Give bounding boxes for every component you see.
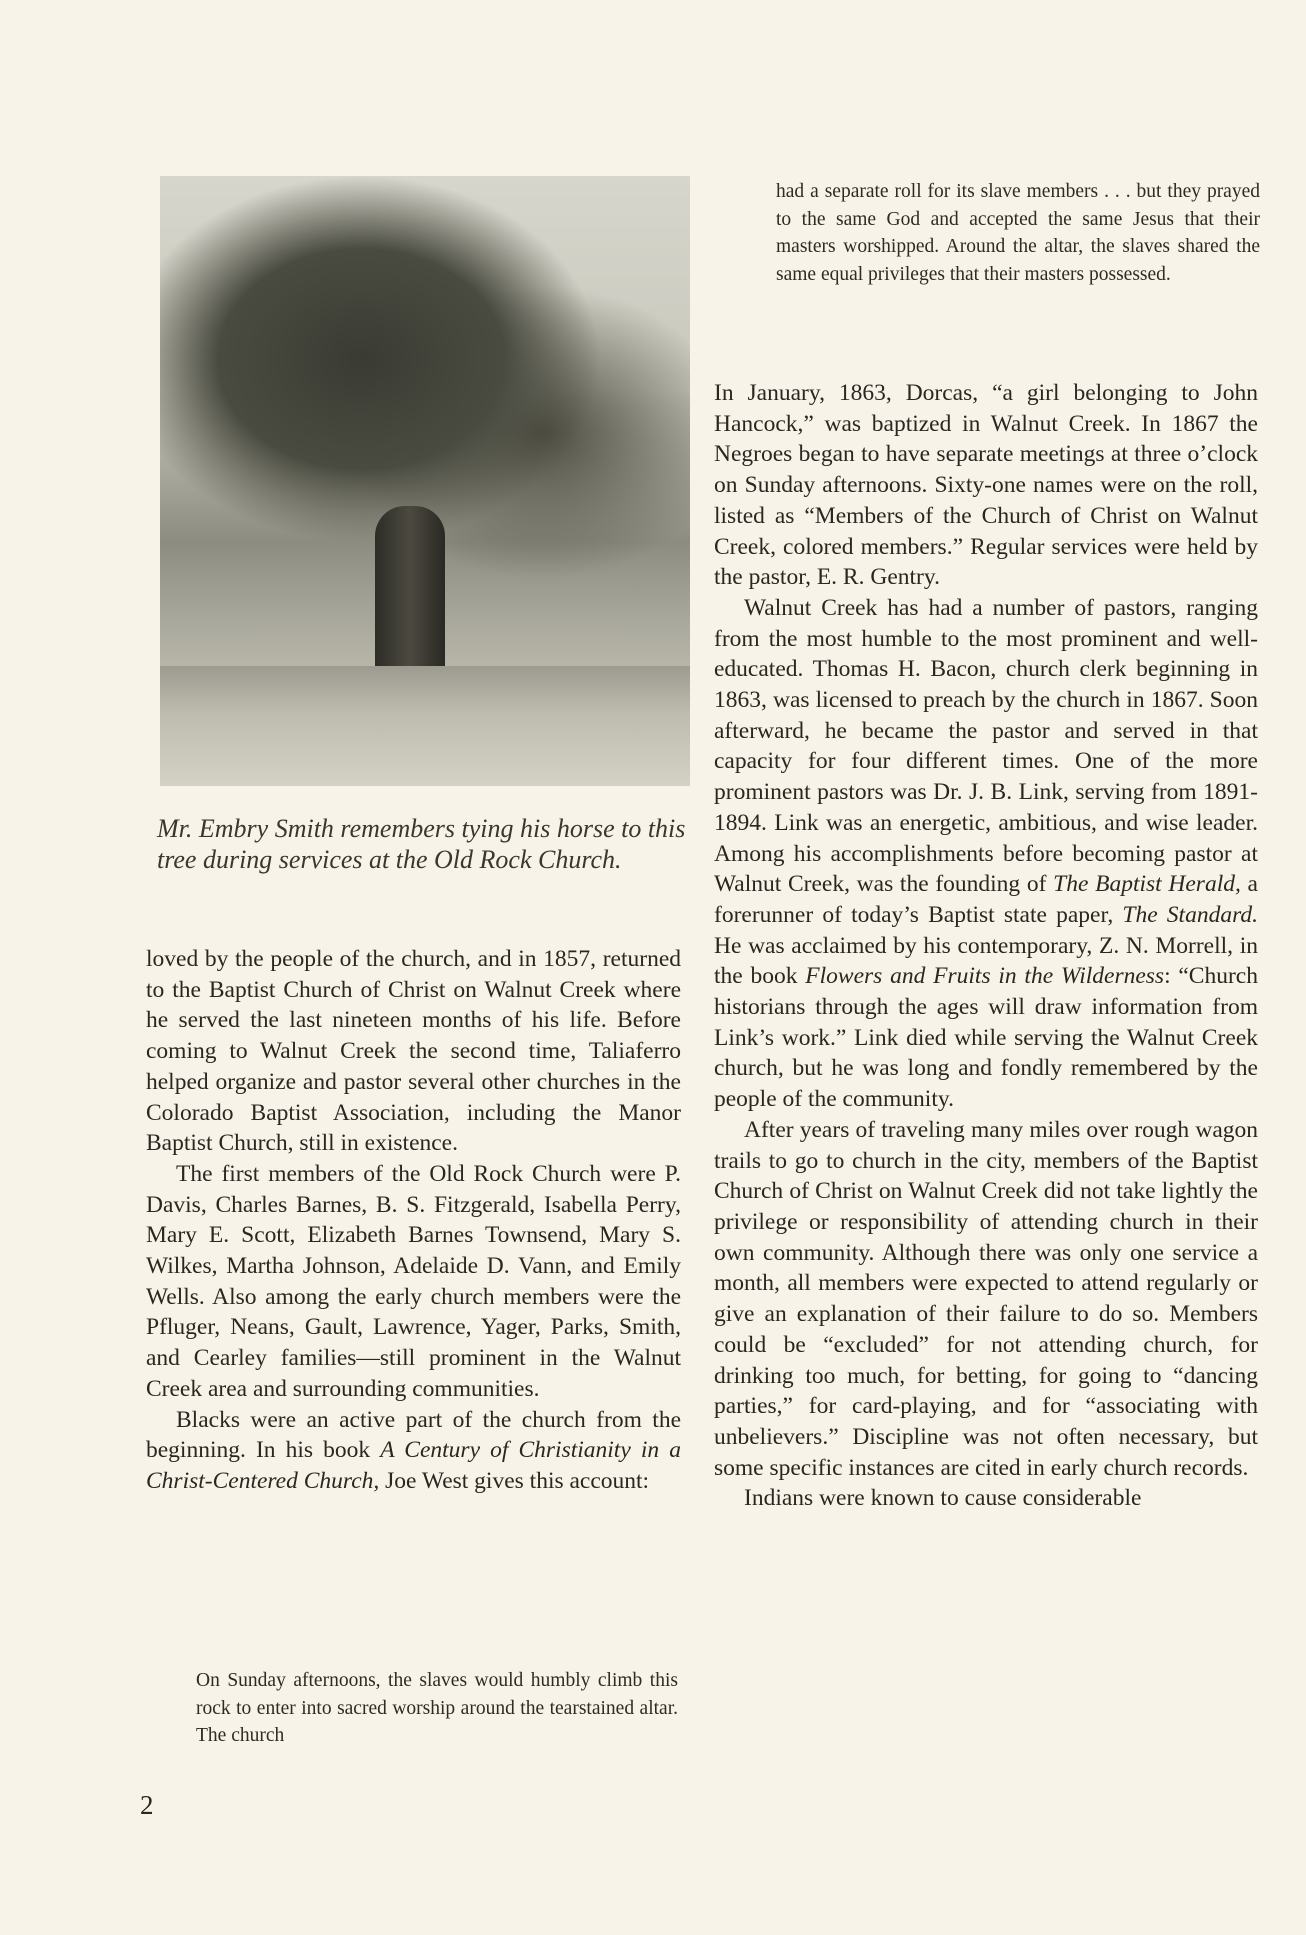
block-quote-left: On Sunday afternoons, the slaves would humbly climb this rock to enter into sacred worship around the tearstained altar. The church <box>196 1670 678 1746</box>
right-paragraph-4: Indians were known to cause considerable <box>744 1485 1142 1512</box>
left-paragraph-2: The first members of the Old Rock Church were P. Davis, Charles Barnes, B. S. Fitzgerald, Isabella Perry, Mary E. Scott, Elizabeth Barnes Townsend, Mary S. Wilkes, Martha Johnson, Adelaide D. Vann, and Emily Wells. Also among the early church members were the Pfluger, Neans, Gault, Lawrence, Yager, Parks, Smith, and Cearley families—still prominent in the Walnut Creek area and surrounding communities. <box>146 1160 681 1402</box>
right-paragraph-1: In January, 1863, Dorcas, “a girl belonging to John Hancock,” was baptized in Walnut Creek. In 1867 the Negroes began to have separate meetings at three o’clock on Sunday afternoons. Sixty-one names were on the roll, listed as “Members of the Church of Christ on Walnut Creek, colored members.” Regular services were held by the pastor, E. R. Gentry. <box>714 380 1258 591</box>
title-flowers-and-fruits: Flowers and Fruits in the Wilderness <box>805 963 1165 990</box>
right-paragraph-2 <box>714 593 1258 1115</box>
block-quote-right: had a separate roll for its slave members . . . but they prayed to the same God and accepted the same Jesus that their masters worshipped. Around the altar, the slaves shared the same equal privileges that their masters possessed. <box>776 181 1260 285</box>
book-title-century: A Century of Christianity in a Christ-Centered Church, <box>146 1437 681 1494</box>
left-column <box>146 944 681 1497</box>
right-p2-text-a: Walnut Creek has had a number of pastors, ranging from the most humble to the most prominent and well-educated. Thomas H. Bacon, church clerk beginning in 1863, was licensed to preach by the church in 1867. Soon afterward, he became the pastor and served in that capacity for four different times. One of the more prominent pastors was Dr. J. B. Link, serving from 1891-1894. Link was an energetic, ambitious, and wise leader. Among his accomplishments before becoming pastor at Walnut Creek, was the founding of <box>714 594 1258 898</box>
left-paragraph-1: loved by the people of the church, and in 1857, returned to the Baptist Church of Christ on Walnut Creek where he served the last nineteen months of his life. Before coming to Walnut Creek the second time, Taliaferro helped organize and pastor several other churches in the Colorado Baptist Association, including the Manor Baptist Church, still in existence. <box>146 946 681 1157</box>
right-p2-text-b: a forerunner of today’s Baptist state paper, <box>714 871 1258 928</box>
tree-photo <box>160 176 690 786</box>
ground <box>160 666 690 786</box>
title-baptist-herald: The Baptist Herald, <box>1053 871 1241 898</box>
photo-caption: Mr. Embry Smith remembers tying his horse to this tree during services at the Old Rock Church. <box>157 814 686 874</box>
left-p3-text-b: Joe West gives this account: <box>379 1467 650 1494</box>
left-paragraph-3 <box>146 1405 681 1497</box>
title-the-standard: The Standard. <box>1122 901 1258 928</box>
right-p2-text-c: He was acclaimed by his contemporary, Z. N. Morrell, in the book <box>714 932 1258 990</box>
right-p2-text-d: : “Church historians through the ages will draw information from Link’s work.” Link died while serving the Walnut Creek church, but he was long and fondly remembered by the people of the community. <box>714 963 1258 1113</box>
left-p3-text-a: Blacks were an active part of the church from the beginning. In his book <box>146 1406 681 1464</box>
page-number: 2 <box>140 1790 154 1820</box>
right-column <box>714 378 1258 1514</box>
right-paragraph-3: After years of traveling many miles over rough wagon trails to go to church in the city, members of the Baptist Church of Christ on Walnut Creek did not take lightly the privilege or responsibility of attending church in their own community. Although there was only one service a month, all members were expected to attend regularly or give an explanation of their failure to do so. Members could be “excluded” for not attending church, for drinking too much, for betting, for going to “dancing parties,” for card-playing, and for “associating with unbelievers.” Discipline was not often necessary, but some specific instances are cited in early church records. <box>714 1116 1258 1481</box>
